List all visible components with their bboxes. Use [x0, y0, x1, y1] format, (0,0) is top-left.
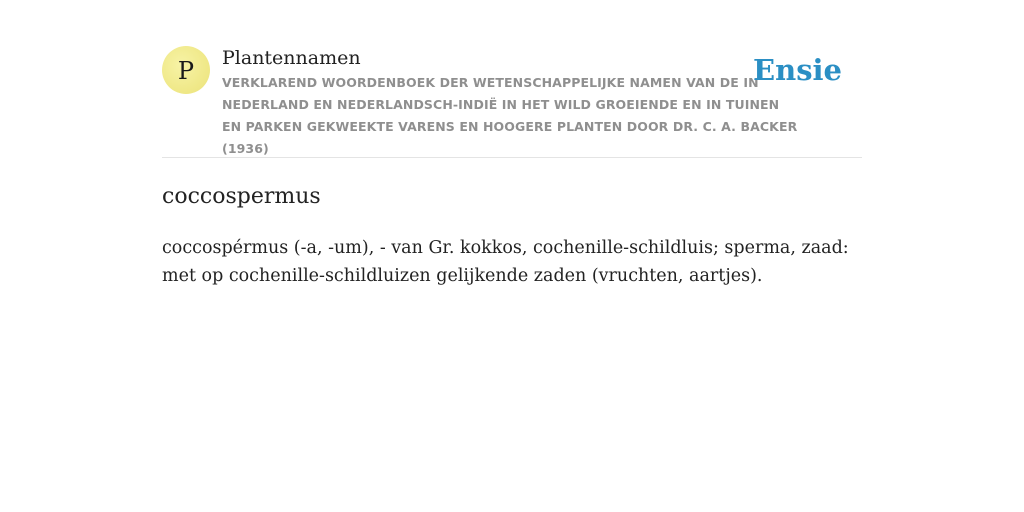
source-avatar	[162, 46, 210, 94]
ensie-logo[interactable]: Ensie	[753, 53, 842, 87]
source-header	[162, 46, 862, 158]
avatar-letter: P	[177, 56, 195, 85]
entry-title: coccospermus	[162, 184, 321, 209]
source-title[interactable]: Plantennamen	[222, 47, 361, 69]
source-description: VERKLAREND WOORDENBOEK DER WETENSCHAPPELIJKE NAMEN VAN DE IN NEDERLAND EN NEDERLANDSCH-INDIË IN HET WILD GROEIENDE EN IN TUINEN EN PARKEN GEKWEEKTE VARENS EN HOOGERE PLANTEN DOOR DR. C. A. BACKER (1936)	[222, 75, 798, 156]
entry-definition: coccospérmus (-a, -um), - van Gr. kokkos, cochenille-schildluis; sperma, zaad: met op cochenille-schildluizen gelijkende zaden (vruchten, aartjes).	[162, 238, 849, 286]
